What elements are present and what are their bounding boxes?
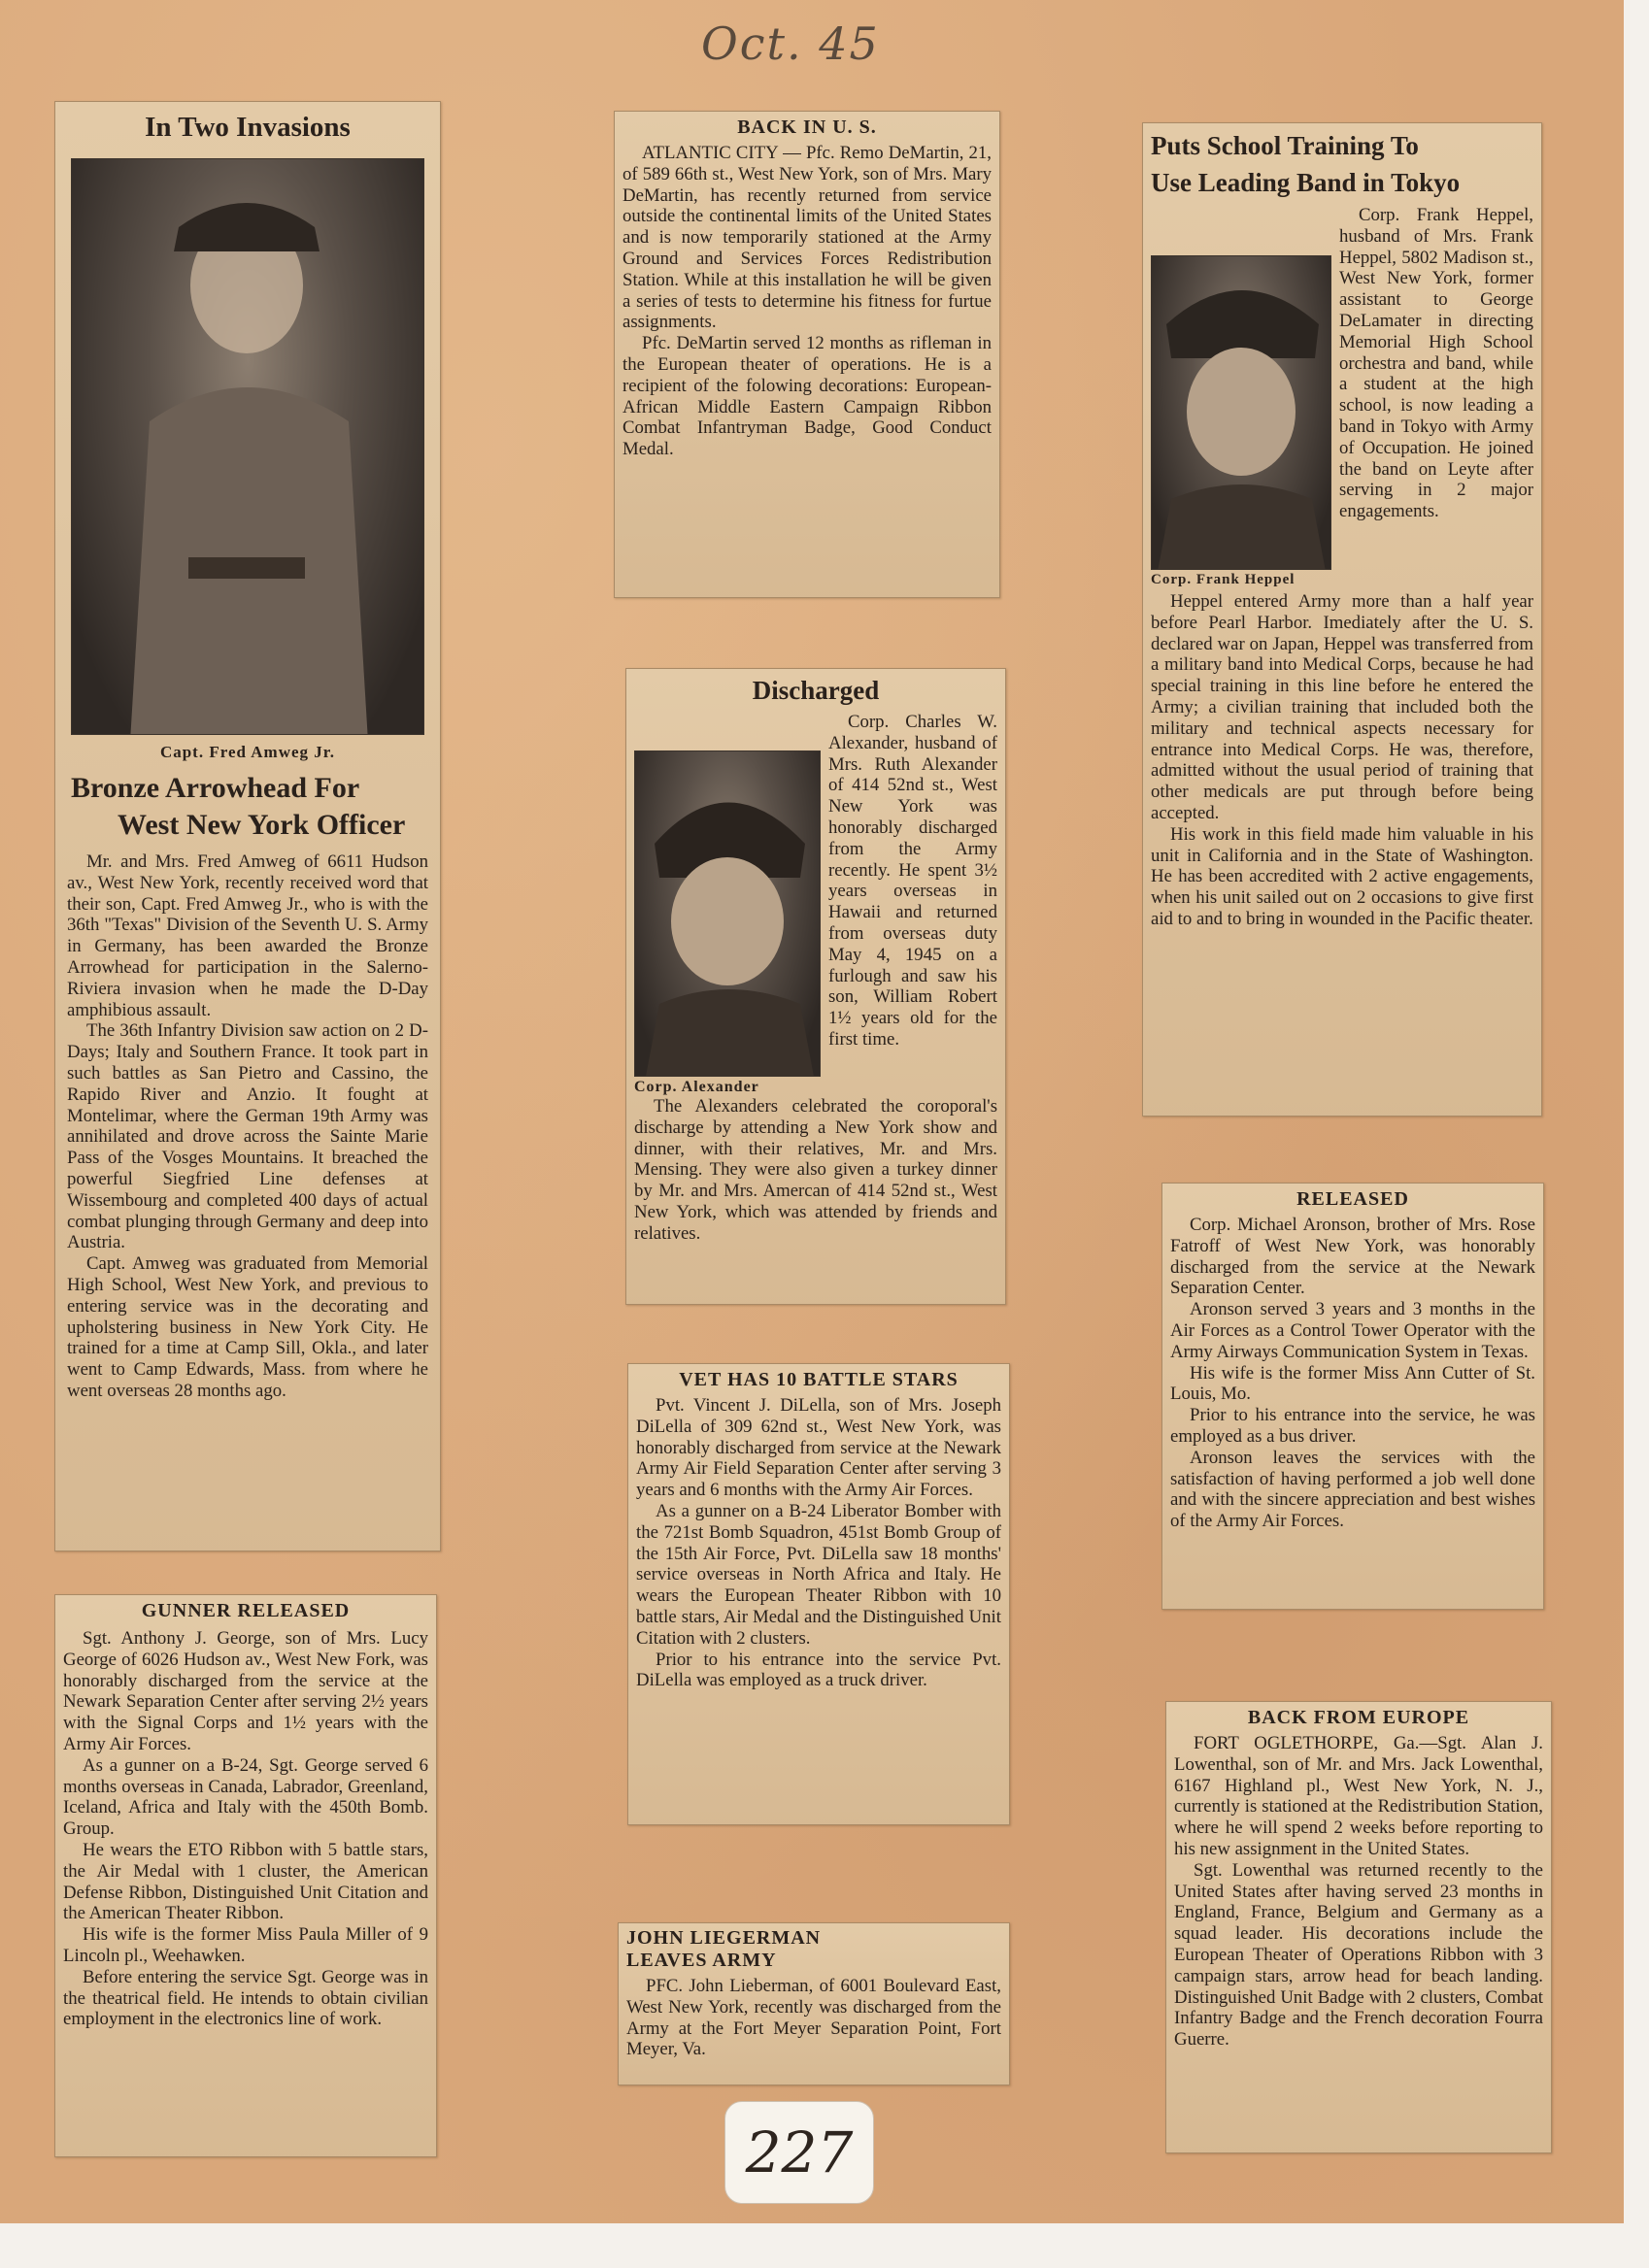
- paragraph: Capt. Amweg was graduated from Memorial High School, West New York, and previous to entering service was in the decorating and upholstering business in New York City. He trained for a time at Camp Sill, Okla., and later went to Camp Edwards, Mass. from where he went overseas 28 months ago.: [67, 1253, 428, 1401]
- article-body: [1170, 1215, 1535, 1532]
- clip-headline: Discharged: [752, 676, 880, 705]
- paragraph: Prior to his entrance into the service Pvt. DiLella was employed as a truck driver.: [636, 1649, 1001, 1691]
- clip-headline-line-2: Use Leading Band in Tokyo: [1151, 168, 1461, 197]
- paragraph: His wife is the former Miss Paula Miller of 9 Lincoln pl., Weehawken.: [63, 1924, 428, 1966]
- photo-caption: Corp. Frank Heppel: [1151, 572, 1296, 587]
- clip-in-two-invasions: [54, 101, 441, 1551]
- clip-vet-battle-stars: [627, 1363, 1010, 1825]
- clip-john-liegerman: [618, 1922, 1010, 2085]
- clip-headline-line-1: Puts School Training To: [1151, 131, 1419, 160]
- subhead-line-2: West New York Officer: [118, 809, 406, 841]
- article-body: [1151, 205, 1533, 930]
- photo-caption: Capt. Fred Amweg Jr.: [159, 743, 336, 761]
- clip-discharged: [625, 668, 1006, 1305]
- clip-gunner-released: [54, 1594, 437, 2157]
- paragraph: As a gunner on a B-24 Liberator Bomber with the 721st Bomb Squadron, 451st Bomb Group of the 15th Air Force, Pvt. DiLella saw 18 months' service overseas in North Africa and Italy. He wears the European Theater Ribbon with 10 battle stars, Air Medal and the Distinguished Unit Citation with 2 clusters.: [636, 1500, 1001, 1649]
- paragraph: His wife is the former Miss Ann Cutter of St. Louis, Mo.: [1170, 1362, 1535, 1405]
- subhead-line-1: Bronze Arrowhead For: [71, 772, 360, 804]
- paragraph: Mr. and Mrs. Fred Amweg of 6611 Hudson av., West New York, recently received word that their son, Capt. Fred Amweg Jr., who is with the 36th "Texas" Division of the Seventh U. S. Army in Germany, has been awarded the Bronze Arrowhead for participation in the Salerno-Riviera invasion when he made the D-Day amphibious assault.: [67, 851, 428, 1020]
- photo-block: [1151, 255, 1331, 589]
- clip-headline: In Two Invasions: [145, 112, 351, 143]
- article-body: [63, 1628, 428, 2030]
- clip-headline: GUNNER RELEASED: [141, 1600, 351, 1621]
- photo-capt-amweg: [71, 158, 424, 735]
- clip-headline: VET HAS 10 BATTLE STARS: [679, 1369, 959, 1390]
- clip-school-training-tokyo: [1142, 122, 1542, 1117]
- clip-back-in-us: [614, 111, 1000, 598]
- paragraph: The 36th Infantry Division saw action on 2 D-Days; Italy and Southern France. It took part in such battles as San Pietro and Cassino, the Rapido River and Anzio. It fought at Montelimar, where the German 19th Army was annihilated and drove across the Sainte Marie Pass of the Vosges Mountains. It breached the powerful Siegfried Line defenses at Wissembourg and completed 400 days of actual combat plunging through Germany and deep into Austria.: [67, 1020, 428, 1253]
- person-portrait-icon: [635, 751, 820, 1076]
- paragraph: Heppel entered Army more than a half year before Pearl Harbor. Imediately after the U. S. declared war on Japan, Heppel was transferred from a military band into Medical Corps, because he had special training in this line before he entered the Army; a civilian training that included both the military and technical aspects necessary for entrance into Medical Corps. He was, therefore, admitted without the usual period of training that other medicals are put through before being accepted.: [1151, 591, 1533, 823]
- handwritten-page-number: 227: [724, 2101, 874, 2204]
- page-edge-right: [1624, 0, 1649, 2268]
- photo-corp-heppel: [1151, 255, 1331, 570]
- article-body: [1174, 1733, 1543, 2051]
- paragraph: The Alexanders celebrated the coroporal's discharge by attending a New York show and dinner, with their relatives, Mr. and Mrs. Mensing. They were also given a turkey dinner by Mr. and Mrs. Amercan of 414 52nd st., West New York, which was attended by friends and relatives.: [634, 1096, 997, 1244]
- paragraph: Aronson leaves the services with the satisfaction of having performed a job well done and with the sincere appreciation and best wishes of the Army Air Forces.: [1170, 1447, 1535, 1532]
- article-body: [623, 143, 992, 460]
- paragraph: Pfc. DeMartin served 12 months as rifleman in the European theater of operations. He is a recipient of the folowing decorations: European-African Middle Eastern Campaign Ribbon Combat Infantryman Badge, Good Conduct Medal.: [623, 333, 992, 460]
- photo-corp-alexander: [634, 750, 821, 1077]
- person-portrait-icon: [1152, 256, 1330, 569]
- paragraph: As a gunner on a B-24, Sgt. George served 6 months overseas in Canada, Labrador, Greenland, Iceland, Africa and Italy with the 450th Bomb. Group.: [63, 1754, 428, 1840]
- clip-headline: RELEASED: [1296, 1188, 1409, 1210]
- article-body: [634, 712, 997, 1245]
- clip-headline-line-1: JOHN LIEGERMAN: [626, 1927, 822, 1949]
- paragraph: Aronson served 3 years and 3 months in the Air Forces as a Control Tower Operator with the Army Airways Communication System in Texas.: [1170, 1299, 1535, 1362]
- clip-headline-line-2: LEAVES ARMY: [626, 1950, 777, 1971]
- clip-headline: BACK IN U. S.: [737, 117, 877, 138]
- person-silhouette-icon: [72, 159, 423, 734]
- clip-released: [1161, 1183, 1544, 1610]
- page-edge-bottom: [0, 2223, 1624, 2268]
- paragraph: He wears the ETO Ribbon with 5 battle stars, the Air Medal with 1 cluster, the American Defense Ribbon, Distinguished Unit Citation and the American Theater Ribbon.: [63, 1839, 428, 1924]
- clip-back-from-europe: [1165, 1701, 1552, 2153]
- article-body: [67, 851, 428, 1402]
- paragraph: Corp. Michael Aronson, brother of Mrs. Rose Fatroff of West New York, was honorably discharged from the service at the Newark Separation Center.: [1170, 1215, 1535, 1299]
- paragraph: Sgt. Lowenthal was returned recently to the United States after having served 23 months in England, France, Belgium and Germany as a squad leader. His decorations include the European Theater of Operations Ribbon with 3 campaign stars, arrow head for beach landing. Distinguished Unit Badge with 2 clusters, Combat Infantry Badge and the French decoration Fourra Guerre.: [1174, 1859, 1543, 2051]
- article-body: [626, 1976, 1001, 2060]
- clip-headline: BACK FROM EUROPE: [1247, 1707, 1470, 1728]
- paragraph: Before entering the service Sgt. George was in the theatrical field. He intends to obtain civilian employment in the electronics line of work.: [63, 1966, 428, 2030]
- handwritten-date: Oct. 45: [701, 17, 880, 70]
- paragraph: Pvt. Vincent J. DiLella, son of Mrs. Joseph DiLella of 309 62nd st., West New York, was honorably discharged from service at the Newark Army Air Field Separation Center after serving 3 years and 6 months with the Army Air Forces.: [636, 1395, 1001, 1501]
- article-body: [636, 1395, 1001, 1691]
- paragraph: FORT OGLETHORPE, Ga.—Sgt. Alan J. Lowenthal, son of Mr. and Mrs. Jack Lowenthal, 6167 Highland pl., West New York, N. J., currently is stationed at the Redistribution Station, where he will spend 2 weeks before reporting to his new assignment in the United States.: [1174, 1733, 1543, 1859]
- paragraph: PFC. John Lieberman, of 6001 Boulevard East, West New York, recently was discharged from the Army at the Fort Meyer Separation Point, Fort Meyer, Va.: [626, 1976, 1001, 2060]
- paragraph: Corp. Frank Heppel, husband of Mrs. Frank Heppel, 5802 Madison st., West New York, former assistant to George DeLamater in directing Memorial High School orchestra and band, while a student at the high school, is now leading a band in Tokyo with Army of Occupation. He joined the band on Leyte after serving in 2 major engagements.: [1339, 205, 1533, 522]
- paragraph: His work in this field made him valuable in his unit in California and in the State of Washington. He has been accredited with 2 active engagements, when his unit sailed out on 2 occasions to give first aid to and to bring in wounded in the Pacific theater.: [1151, 823, 1533, 929]
- paragraph: Prior to his entrance into the service, he was employed as a bus driver.: [1170, 1405, 1535, 1447]
- paragraph: Sgt. Anthony J. George, son of Mrs. Lucy George of 6026 Hudson av., West New Fork, was honorably discharged from the service at the Newark Separation Center after serving 2½ years with the Signal Corps and 1½ years with the Army Air Forces.: [63, 1628, 428, 1754]
- paragraph: ATLANTIC CITY — Pfc. Remo DeMartin, 21, of 589 66th st., West New York, son of Mrs. Mary DeMartin, has recently returned from service outside the continental limits of the United States and is now temporarily stationed at the Army Ground and Services Forces Redistribution Station. While at this installation he will be given a series of tests to determine his fitness for furtue assignments.: [623, 143, 992, 333]
- paragraph: Corp. Charles W. Alexander, husband of Mrs. Ruth Alexander of 414 52nd st., West New York was honorably discharged from the Army recently. He spent 3½ years overseas in Hawaii and returned from overseas duty May 4, 1945 on a furlough and saw his son, William Robert 1½ years old for the first time.: [828, 712, 997, 1050]
- photo-caption: Corp. Alexander: [634, 1079, 759, 1095]
